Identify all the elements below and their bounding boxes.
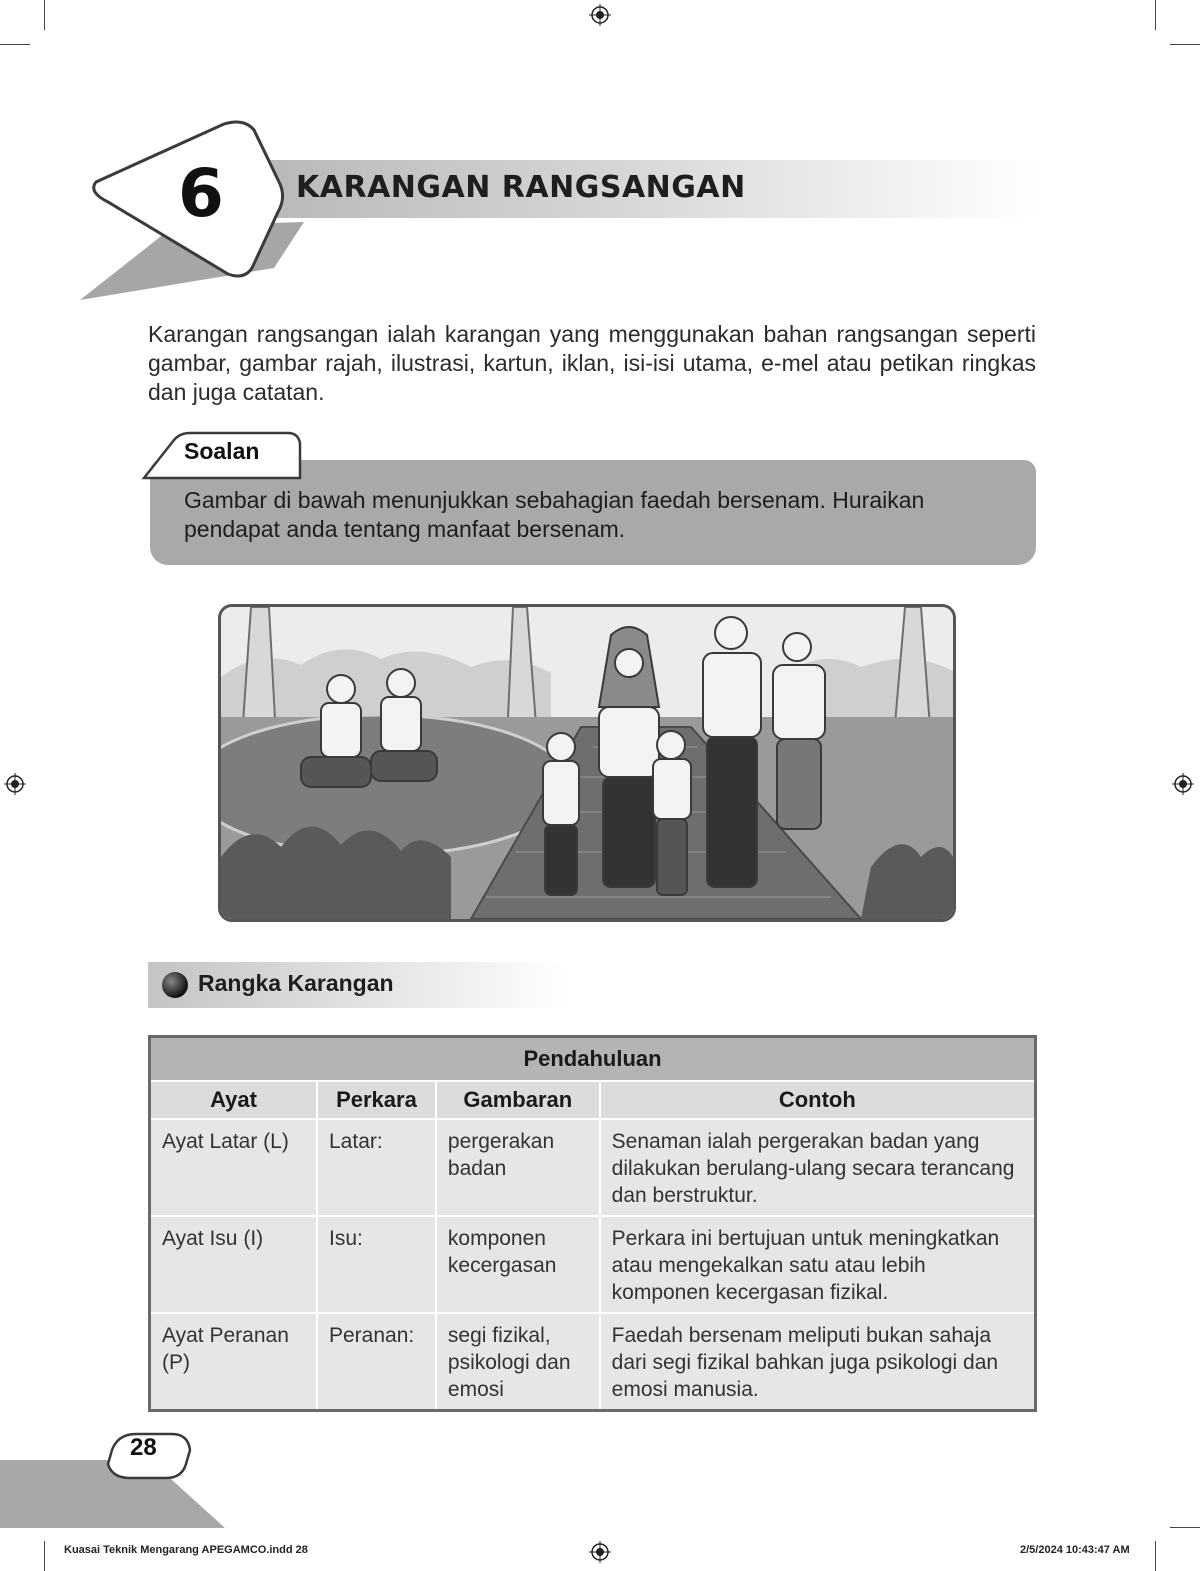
table-cell: Latar: bbox=[317, 1119, 436, 1216]
table-cell: Faedah bersenam meliputi bukan sahaja dari segi fizikal bahkan juga psikologi dan emosi manusia. bbox=[600, 1313, 1036, 1411]
table-cell: Perkara ini bertujuan untuk meningkatkan atau mengekalkan satu atau lebih komponen kecergasan fizikal. bbox=[600, 1216, 1036, 1313]
table-cell: komponen kecergasan bbox=[436, 1216, 600, 1313]
section-title: Rangka Karangan bbox=[198, 970, 394, 996]
footer-file-name: Kuasai Teknik Mengarang APEGAMCO.indd 28 bbox=[64, 1544, 308, 1556]
section-bullet-icon bbox=[162, 972, 188, 998]
exercise-illustration bbox=[218, 604, 956, 922]
crop-mark bbox=[0, 44, 30, 45]
question-text: Gambar di bawah menunjukkan sebahagian faedah bersenam. Huraikan pendapat anda tentang manfaat bersenam. bbox=[184, 487, 925, 542]
table-cell: pergerakan badan bbox=[436, 1119, 600, 1216]
intro-paragraph: Karangan rangsangan ialah karangan yang menggunakan bahan rangsangan seperti gambar, gambar rajah, ilustrasi, kartun, iklan, isi-isi utama, e-mel atau petikan ringkas dan juga catatan. bbox=[148, 321, 1036, 405]
table-row bbox=[150, 1216, 1036, 1313]
table-cell: Ayat Isu (I) bbox=[150, 1216, 318, 1313]
table-cell: Ayat Peranan (P) bbox=[150, 1313, 318, 1411]
table-caption: Pendahuluan bbox=[150, 1037, 1036, 1081]
table-header-contoh: Contoh bbox=[600, 1081, 1036, 1119]
crop-mark bbox=[44, 0, 45, 30]
registration-mark-icon bbox=[1172, 773, 1194, 795]
table-cell: segi fizikal, psikologi dan emosi bbox=[436, 1313, 600, 1411]
table-cell: Isu: bbox=[317, 1216, 436, 1313]
chapter-number: 6 bbox=[178, 155, 224, 232]
family-jogging-illustration-icon bbox=[221, 607, 953, 919]
crop-mark bbox=[1170, 1527, 1200, 1528]
crop-mark bbox=[1170, 44, 1200, 45]
table-header-perkara: Perkara bbox=[317, 1081, 436, 1119]
registration-mark-icon bbox=[4, 773, 26, 795]
crop-mark bbox=[1155, 1541, 1156, 1571]
registration-mark-icon bbox=[589, 4, 611, 26]
chapter-badge-shape bbox=[74, 118, 374, 308]
page-number: 28 bbox=[130, 1434, 157, 1461]
table-cell: Senaman ialah pergerakan badan yang dilakukan berulang-ulang secara terancang dan berstruktur. bbox=[600, 1119, 1036, 1216]
registration-mark-icon bbox=[589, 1541, 611, 1563]
table-header-gambaran: Gambaran bbox=[436, 1081, 600, 1119]
table-row bbox=[150, 1313, 1036, 1411]
table-header-ayat: Ayat bbox=[150, 1081, 318, 1119]
table-row bbox=[150, 1119, 1036, 1216]
chapter-title: KARANGAN RANGSANGAN bbox=[296, 170, 746, 205]
footer-timestamp: 2/5/2024 10:43:47 AM bbox=[1020, 1544, 1130, 1556]
table-cell: Ayat Latar (L) bbox=[150, 1119, 318, 1216]
crop-mark bbox=[44, 1541, 45, 1571]
table-cell: Peranan: bbox=[317, 1313, 436, 1411]
outline-table bbox=[148, 1035, 1037, 1412]
page-number-badge bbox=[0, 1420, 240, 1530]
question-label: Soalan bbox=[184, 438, 260, 464]
crop-mark bbox=[1155, 0, 1156, 30]
